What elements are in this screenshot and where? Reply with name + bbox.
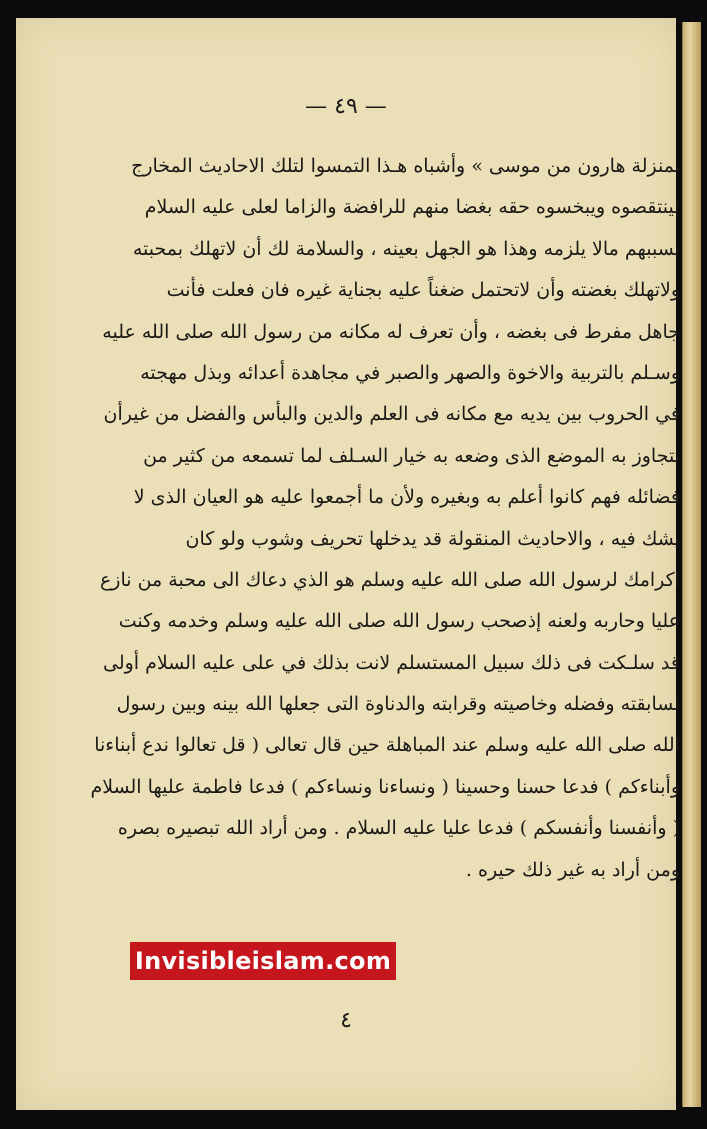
text-line: اكرامك لرسول الله صلى الله عليه وسلم هو الذي دعاك الى محبة من نازع [99,568,680,591]
text-line: لسابقته وفضله وخاصيته وقرابته والدناوة التى جعلها الله بينه وبين رسول [116,693,680,716]
body-text [60,146,680,891]
text-line: وأبناءكم ) فدعا حسنا وحسينا ( ونساءنا ونساءكم ) فدعا فاطمة عليها السلام [90,775,680,798]
watermark-banner: Invisibleislam.com [130,942,396,980]
signature-mark: ٤ [340,1008,352,1033]
page-number: — ٤٩ — [305,94,387,119]
text-line: ومن أراد به غير ذلك حيره . [465,858,680,881]
text-line: تتجاوز به الموضع الذى وضعه به خيار السـلف لما تسمعه من كثير من [143,444,680,467]
text-line: عليا وحاربه ولعنه إذصحب رسول الله صلى الله عليه وسلم وخدمه وكنت [118,610,680,633]
text-line: قد سلـكت فى ذلك سبيل المستسلم لانت بذلك في على عليه السلام أولى [102,651,680,674]
text-line: بمنزلة هارون من موسى » وأشباه هـذا التمسوا لتلك الاحاديث المخارج [131,155,680,177]
text-line: فضائله فهم كانوا أعلم به وبغيره ولأن ما أجمعوا عليه هو العيان الذى لا [133,486,680,509]
book-page-edge [682,22,701,1107]
text-line: في الحروب بين يديه مع مكانه فى العلم والدين والبأس والفضل من غيرأن [103,403,680,426]
text-line: بسببهم مالا يلزمه وهذا هو الجهل بعينه ، والسلامة لك أن لاتهلك بمحبته [132,237,680,260]
text-line: جاهل مفرط فى بغضه ، وأن تعرف له مكانه من رسول الله صلى الله عليه [102,320,680,343]
text-line: ولاتهلك بغضته وأن لاتحتمل ضغناً عليه بجناية غيره فان فعلت فأنت [166,279,680,302]
text-line: لينتقصوه ويبخسوه حقه بغضا منهم للرافضة والزاما لعلى عليه السلام [144,196,680,219]
text-line: الله صلى الله عليه وسلم عند المباهلة حين قال تعالى ( قل تعالوا ندع أبناءنا [94,734,680,757]
text-line: ( وأنفسنا وأنفسكم ) فدعا عليا عليه السلام . ومن أراد الله تبصيره بصره [117,817,680,840]
text-line: وسـلم بالتربية والاخوة والصهر والصبر في مجاهدة أعدائه وبذل مهجته [140,361,680,384]
text-line: يشك فيه ، والاحاديث المنقولة قد يدخلها تحريف وشوب ولو كان [185,527,680,550]
